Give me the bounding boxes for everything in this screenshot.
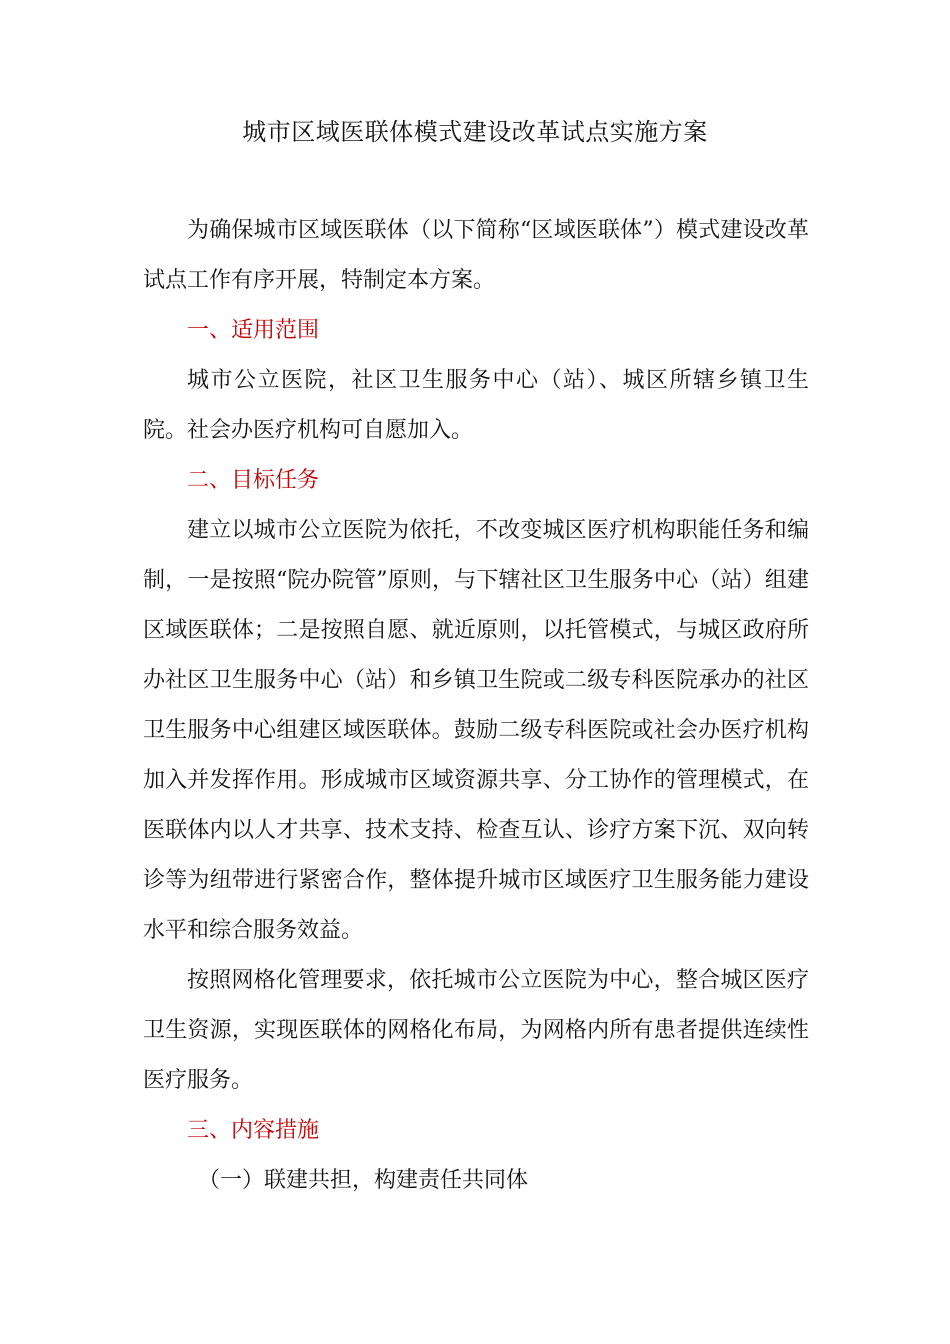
intro-paragraph: 为确保城市区域医联体（以下简称“区域医联体”）模式建设改革试点工作有序开展，特制定本方案。 bbox=[143, 218, 809, 293]
goals-paragraph-1: 建立以城市公立医院为依托，不改变城区医疗机构职能任务和编制，一是按照“院办院管”原则，与下辖社区卫生服务中心（站）组建区域医联体；二是按照自愿、就近原则，以托管模式，与城区政府所办社区卫生服务中心（站）和乡镇卫生院或二级专科医院承办的社区卫生服务中心组建区域医联体。鼓励二级专科医院或社会办医疗机构加入并发挥作用。形成城市区域资源共享、分工协作的管理模式，在医联体内以人才共享、技术支持、检查互认、诊疗方案下沉、双向转诊等为纽带进行紧密合作，整体提升城市区域医疗卫生服务能力建设水平和综合服务效益。 bbox=[143, 518, 809, 943]
section-heading-scope: 一、适用范围 bbox=[187, 318, 320, 343]
document-body bbox=[143, 206, 809, 1206]
document-title: 城市区域医联体模式建设改革试点实施方案 bbox=[242, 118, 708, 146]
section-heading-goals: 二、目标任务 bbox=[187, 468, 320, 493]
goals-paragraph-2: 按照网格化管理要求，依托城市公立医院为中心，整合城区医疗卫生资源，实现医联体的网格化布局，为网格内所有患者提供连续性医疗服务。 bbox=[143, 968, 809, 1093]
scope-paragraph: 城市公立医院，社区卫生服务中心（站）、城区所辖乡镇卫生院。社会办医疗机构可自愿加入。 bbox=[143, 368, 809, 443]
section-heading-measures: 三、内容措施 bbox=[187, 1118, 320, 1143]
measures-subheading-1: （一）联建共担，构建责任共同体 bbox=[198, 1168, 529, 1193]
